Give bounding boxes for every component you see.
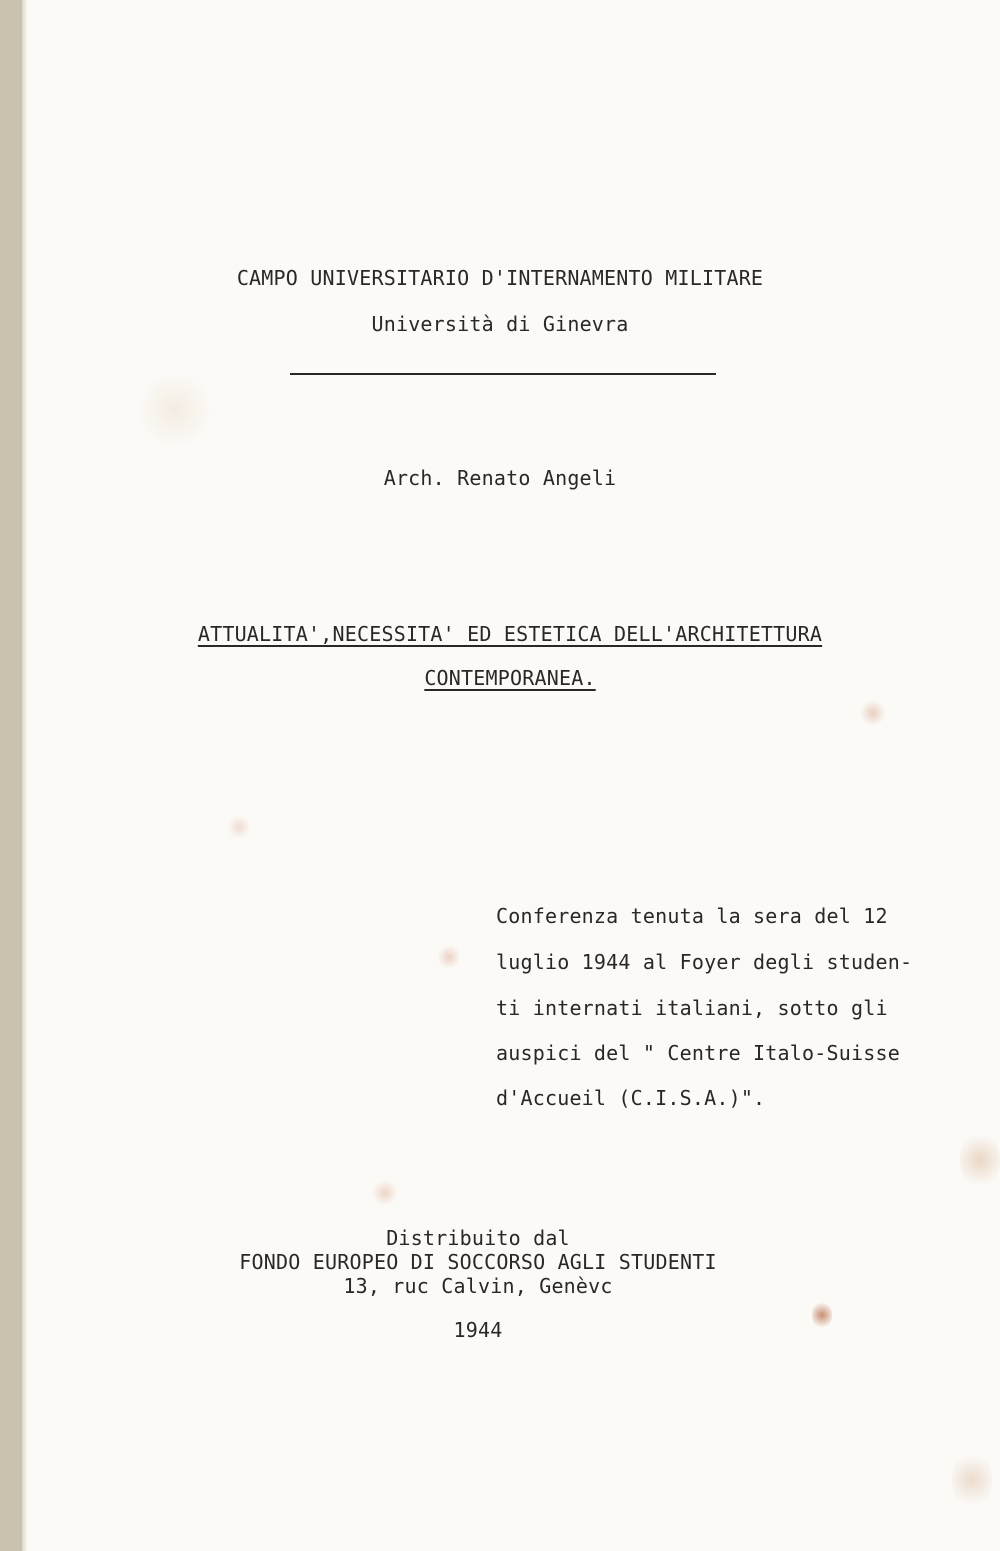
university-name: Università di Ginevra [371, 312, 629, 336]
note-line: ti internati italiani, sotto gli [496, 996, 888, 1020]
separator-rule [290, 373, 716, 375]
foxing-stain [372, 1180, 398, 1206]
foxing-stain [952, 1450, 992, 1510]
foxing-stain [437, 945, 461, 969]
page-binding-edge [0, 0, 22, 1551]
distributor-address: 13, ruc Calvin, Genèvc [343, 1274, 613, 1298]
title-line-1: ATTUALITA',NECESSITA' ED ESTETICA DELL'ARCHITETTURA [197, 622, 823, 646]
foxing-stain [227, 815, 251, 839]
foxing-stain [960, 1130, 1000, 1190]
institution-heading: CAMPO UNIVERSITARIO D'INTERNAMENTO MILITARE [236, 266, 764, 290]
document-page [22, 0, 1000, 1551]
note-line: Conferenza tenuta la sera del 12 [496, 904, 888, 928]
author-name: Arch. Renato Angeli [383, 466, 617, 490]
note-line: auspici del " Centre Italo-Suisse [496, 1041, 900, 1065]
foxing-stain [140, 370, 210, 450]
distributor-name: FONDO EUROPEO DI SOCCORSO AGLI STUDENTI [239, 1250, 717, 1274]
publication-year: 1944 [453, 1318, 503, 1342]
title-line-2: CONTEMPORANEA. [424, 666, 596, 690]
note-line: d'Accueil (C.I.S.A.)". [496, 1086, 766, 1110]
note-line: luglio 1944 al Foyer degli studen- [496, 950, 913, 974]
foxing-stain [860, 700, 886, 726]
distributed-by: Distribuito dal [386, 1226, 570, 1250]
